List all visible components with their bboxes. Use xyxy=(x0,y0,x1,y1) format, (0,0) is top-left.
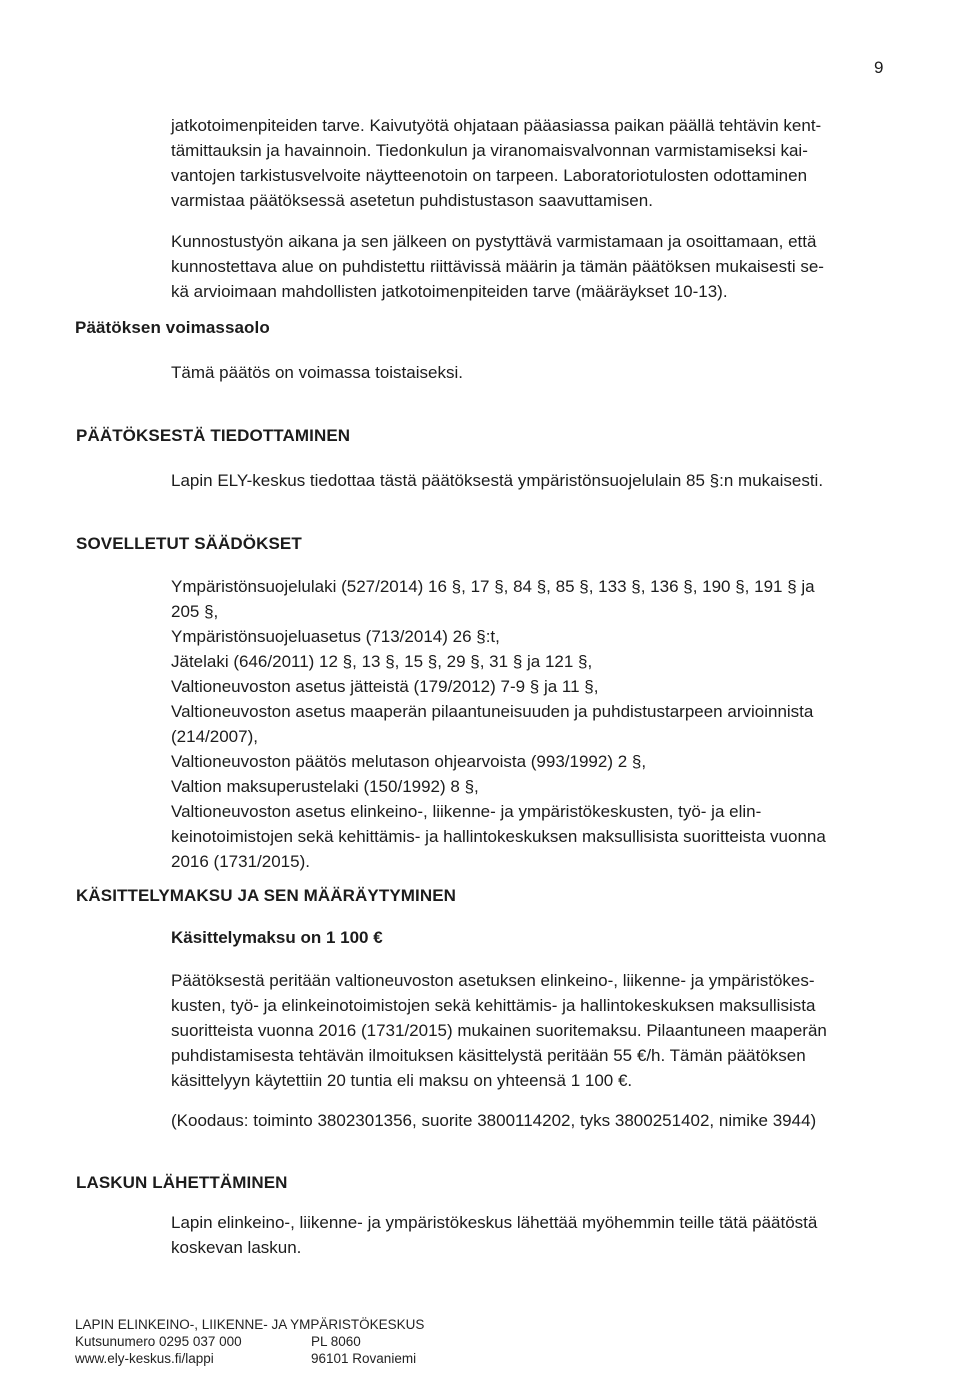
saadokset-heading: SOVELLETUT SÄÄDÖKSET xyxy=(76,534,302,553)
statute-line: 205 §, xyxy=(171,602,219,621)
page-number: 9 xyxy=(874,58,884,77)
koodaus-text: (Koodaus: toiminto 3802301356, suorite 3800114202, tyks 3800251402, nimike 3944) xyxy=(171,1111,817,1130)
text-line: puhdistamisesta tehtävän ilmoituksen käsittelystä peritään 55 €/h. Tämän päätöksen xyxy=(171,1046,806,1065)
text-line: varmistaa päätöksessä asetetun puhdistustason saavuttamisen. xyxy=(171,191,653,210)
laskun-heading: LASKUN LÄHETTÄMINEN xyxy=(76,1173,288,1192)
tiedottaminen-heading: PÄÄTÖKSESTÄ TIEDOTTAMINEN xyxy=(76,426,351,445)
page-footer xyxy=(75,1316,424,1367)
text-line: jatkotoimenpiteiden tarve. Kaivutyötä ohjataan pääasiassa paikan päällä tehtävin kent- xyxy=(171,116,822,135)
footer-phone: Kutsunumero 0295 037 000 xyxy=(75,1334,242,1349)
intro-paragraph xyxy=(171,113,891,213)
statute-line: Valtion maksuperustelaki (150/1992) 8 §, xyxy=(171,777,479,796)
text-line: vantojen tarkistusvelvoite näytteenotoin on tarpeen. Laboratoriotulosten odottaminen xyxy=(171,166,808,185)
footer-postal: 96101 Rovaniemi xyxy=(311,1351,417,1366)
saadokset-list xyxy=(171,574,891,874)
laskun-paragraph xyxy=(171,1210,891,1260)
voimassaolo-text: Tämä päätös on voimassa toistaiseksi. xyxy=(171,363,463,382)
text-line: tämittauksin ja havainnoin. Tiedonkulun ja viranomaisvalvonnan varmistamiseksi kai- xyxy=(171,141,808,160)
statute-line: 2016 (1731/2015). xyxy=(171,852,310,871)
kasittelymaksu-heading: KÄSITTELYMAKSU JA SEN MÄÄRÄYTYMINEN xyxy=(76,886,457,905)
text-line: käsittelyyn käytettiin 20 tuntia eli maksu on yhteensä 1 100 €. xyxy=(171,1071,633,1090)
kasittelymaksu-subheading: Käsittelymaksu on 1 100 € xyxy=(171,928,383,947)
statute-line: Ympäristönsuojeluasetus (713/2014) 26 §:t, xyxy=(171,627,500,646)
footer-po-box: PL 8060 xyxy=(311,1334,361,1349)
statute-line: Ympäristönsuojelulaki (527/2014) 16 §, 17 §, 84 §, 85 §, 133 §, 136 §, 190 §, 191 § ja xyxy=(171,577,815,596)
text-line: koskevan laskun. xyxy=(171,1238,302,1257)
statute-line: (214/2007), xyxy=(171,727,258,746)
text-line: kä arvioimaan mahdollisten jatkotoimenpiteiden tarve (määräykset 10-13). xyxy=(171,282,728,301)
text-line: kusten, työ- ja elinkeinotoimistojen sekä kehittämis- ja hallintokeskuksen maksullisista xyxy=(171,996,816,1015)
text-line: Lapin elinkeino-, liikenne- ja ympäristökeskus lähettää myöhemmin teille tätä päätöstä xyxy=(171,1213,818,1232)
statute-line: keinotoimistojen sekä kehittämis- ja hallintokeskuksen maksullisista suoritteista vuonna xyxy=(171,827,826,846)
text-line: suoritteista vuonna 2016 (1731/2015) mukainen suoritemaksu. Pilaantuneen maaperän xyxy=(171,1021,827,1040)
tiedottaminen-text: Lapin ELY-keskus tiedottaa tästä päätöksestä ympäristönsuojelulain 85 §:n mukaisesti. xyxy=(171,471,824,490)
text-line: Kunnostustyön aikana ja sen jälkeen on pystyttävä varmistamaan ja osoittamaan, että xyxy=(171,232,817,251)
statute-line: Valtioneuvoston asetus elinkeino-, liikenne- ja ympäristökeskusten, työ- ja elin- xyxy=(171,802,762,821)
voimassaolo-heading: Päätöksen voimassaolo xyxy=(75,318,270,337)
statute-line: Jätelaki (646/2011) 12 §, 13 §, 15 §, 29 §, 31 § ja 121 §, xyxy=(171,652,593,671)
footer-org: LAPIN ELINKEINO-, LIIKENNE- JA YMPÄRISTÖKESKUS xyxy=(75,1317,425,1332)
statute-line: Valtioneuvoston asetus jätteistä (179/2012) 7-9 § ja 11 §, xyxy=(171,677,599,696)
statute-line: Valtioneuvoston päätös melutason ohjearvoista (993/1992) 2 §, xyxy=(171,752,647,771)
footer-website-link[interactable]: www.ely-keskus.fi/lappi xyxy=(75,1351,214,1366)
text-line: Päätöksestä peritään valtioneuvoston asetuksen elinkeino-, liikenne- ja ympäristökes- xyxy=(171,971,815,990)
kasittelymaksu-paragraph xyxy=(171,968,891,1093)
kunnostus-paragraph xyxy=(171,229,891,304)
text-line: kunnostettava alue on puhdistettu riittävissä määrin ja tämän päätöksen mukaisesti se- xyxy=(171,257,824,276)
statute-line: Valtioneuvoston asetus maaperän pilaantuneisuuden ja puhdistustarpeen arvioinnista xyxy=(171,702,814,721)
